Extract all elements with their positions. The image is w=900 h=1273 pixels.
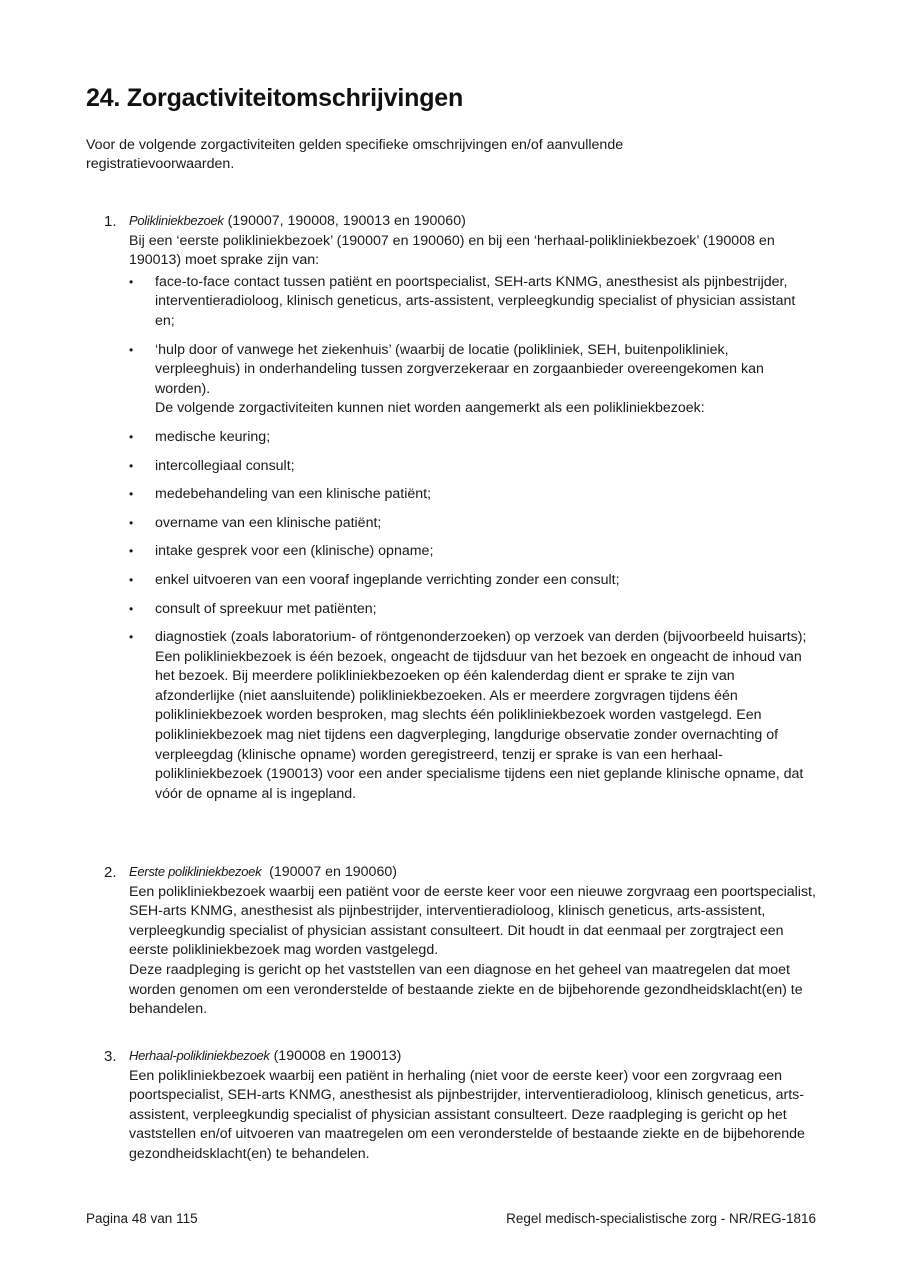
intro-paragraph: Voor de volgende zorgactiviteiten gelden specifieke omschrijvingen en/of aanvullende registratievoorwaarden. — [86, 137, 624, 172]
item-title-codes: (190007, 190008, 190013 en 190060) — [223, 213, 466, 229]
exclusion-item: • enkel uitvoeren van een vooraf ingeplande verrichting zonder een consult; — [129, 571, 816, 591]
exclusion-item: • medische keuring; — [129, 428, 816, 448]
exclusion-item: • overname van een klinische patiënt; — [129, 514, 816, 534]
list-item-eerste-polikliniekbezoek — [104, 862, 816, 1020]
item-title — [129, 211, 816, 232]
list-item-polikliniekbezoek — [104, 211, 816, 804]
item-number: 1. — [104, 213, 117, 230]
item-number: 3. — [104, 1048, 117, 1065]
exclusion-intro: De volgende zorgactiviteiten kunnen niet worden aangemerkt als een polikliniekbezoek: — [155, 400, 705, 417]
item-text: Een polikliniekbezoek waarbij een patiënt in herhaling (niet voor de eerste keer) voor een zorgvraag een poortspecialist, SEH-arts KNMG, anesthesist als pijnbestrijder, interventieradioloog, klinisch geneticus, arts-assistent, verpleegkundig specialist of physician assistant consulteert. Deze raadpleging is gericht op het vaststellen en/of uitvoeren van maatregelen om een veronderstelde of bestaande ziekte en de bijbehorende gezondheidsklacht(en) te behandelen. — [129, 1067, 805, 1162]
section-heading: 24. Zorgactiviteitomschrijvingen — [86, 84, 464, 112]
page-number: Pagina 48 van 115 — [86, 1211, 198, 1226]
item-text: Een polikliniekbezoek waarbij een patiënt voor de eerste keer voor een nieuwe zorgvraag een poortspecialist, SEH-arts KNMG, anesthesist als pijnbestrijder, interventieradioloog, klinisch geneticus, arts-assistent, verpleegkundig specialist of physician assistant consulteert. Dit houdt in dat eenmaal per zorgtraject een eerste polikliniekbezoek mag worden vastgelegd. — [129, 883, 816, 959]
list-item-herhaal-polikliniekbezoek — [104, 1046, 816, 1165]
item-lead: Bij een ‘eerste polikliniekbezoek’ (190007 en 190060) en bij een ‘herhaal-polikliniekbezoek’ (190008 en 190013) moet sprake zijn van: — [129, 232, 775, 269]
item-text: Deze raadpleging is gericht op het vaststellen van een diagnose en het geheel van maatregelen dat moet worden genomen om een veronderstelde of bestaande ziekte en de bijbehorende gezondheidsklacht(en) te behandelen. — [129, 961, 803, 1018]
conditions-list — [129, 273, 816, 419]
exclusion-item: • consult of spreekuur met patiënten; — [129, 600, 816, 620]
item-title-codes: (190007 en 190060) — [261, 864, 397, 880]
exclusion-item: • intake gesprek voor een (klinische) opname; — [129, 542, 816, 562]
item-title-italic: Herhaal-polikliniekbezoek — [129, 1048, 270, 1063]
item-title — [129, 1046, 816, 1067]
item-title-italic: Polikliniekbezoek — [129, 213, 224, 228]
exclusion-item: • medebehandeling van een klinische patiënt; — [129, 485, 816, 505]
exclusion-item: • intercollegiaal consult; — [129, 457, 816, 477]
item-title-italic: Eerste polikliniekbezoek — [129, 864, 262, 879]
exclusion-item — [129, 628, 816, 804]
condition-item: • face-to-face contact tussen patiënt en poortspecialist, SEH-arts KNMG, anesthesist als pijnbestrijder, interventieradioloog, klinisch geneticus, arts-assistent, verpleegkundig specialist of physician assistant en; — [129, 273, 816, 332]
item-title — [129, 862, 816, 883]
exclusion-text: diagnostiek (zoals laboratorium- of röntgenonderzoeken) op verzoek van derden (bijvoorbeeld huisarts); — [155, 629, 807, 646]
closing-paragraph: Een polikliniekbezoek is één bezoek, ongeacht de tijdsduur van het bezoek en ongeacht de inhoud van het bezoek. Bij meerdere polikliniekbezoeken op één kalenderdag dient er sprake te zijn van afzonderlijke (niet aansluitende) polikliniekbezoeken. Als er meerdere zorgvragen tijdens één polikliniekbezoek worden besproken, mag slechts één polikliniekbezoek worden vastgelegd. Een polikliniekbezoek mag niet tijdens een dagverpleging, langdurige observatie zonder overnachting of verpleegdag (klinische opname) worden geregistreerd, tenzij er sprake is van een herhaal-polikliniekbezoek (190013) voor een ander specialisme tijdens een niet geplande klinische opname, dat vóór de opname al is ingepland. — [155, 648, 804, 802]
item-title-codes: (190008 en 190013) — [269, 1048, 402, 1064]
exclusions-list — [129, 428, 816, 805]
item-number: 2. — [104, 864, 117, 881]
document-reference: Regel medisch-specialistische zorg - NR/REG-1816 — [506, 1211, 816, 1226]
condition-text: ‘hulp door of vanwege het ziekenhuis’ (waarbij de locatie (polikliniek, SEH, buitenpolikliniek, verpleeghuis) in onderhandeling tussen zorgverzekeraar en zorgaanbieder overeengekomen kan worden). — [155, 341, 764, 397]
condition-item — [129, 341, 816, 419]
